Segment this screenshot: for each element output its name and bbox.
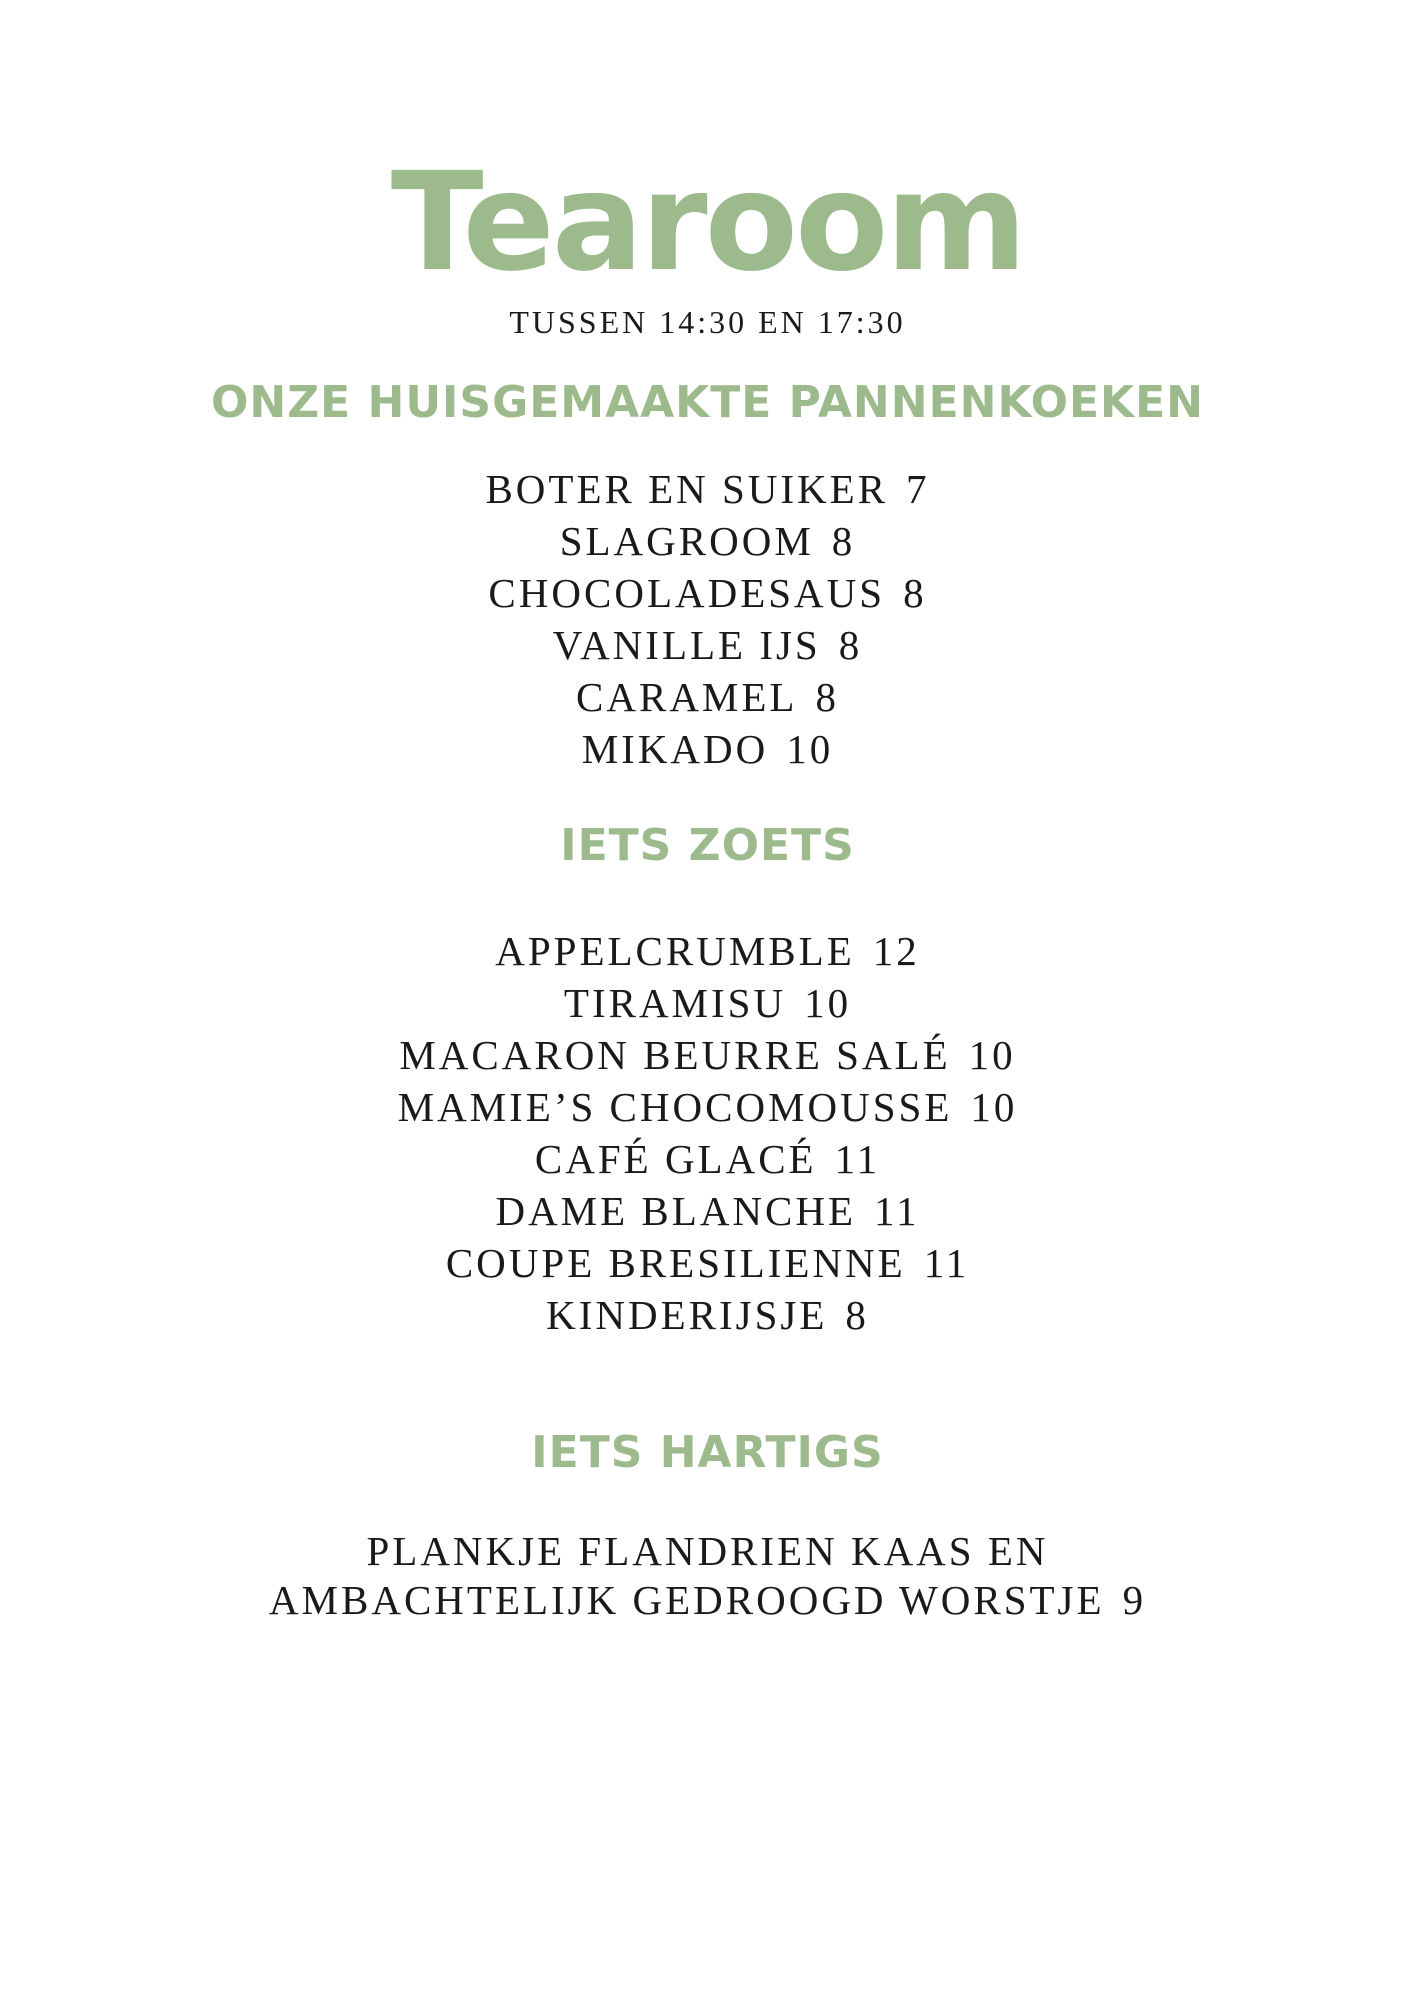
item-price: 11: [834, 1136, 881, 1182]
item-name: MIKADO: [581, 726, 769, 772]
menu-item: [0, 1185, 1415, 1237]
menu-item: [0, 1029, 1415, 1081]
menu-item: [0, 1237, 1415, 1289]
menu-item: [0, 925, 1415, 977]
item-name: MAMIE’S CHOCOMOUSSE: [397, 1084, 953, 1130]
section-heading-iets-zoets: IETS ZOETS: [560, 820, 855, 871]
item-name: APPELCRUMBLE: [495, 928, 855, 974]
item-price: 8: [845, 1292, 869, 1338]
menu-item: [0, 1081, 1415, 1133]
menu-item: [0, 567, 1415, 619]
item-name: CHOCOLADESAUS: [488, 570, 886, 616]
item-name: CAFÉ GLACÉ: [534, 1136, 817, 1182]
menu-item: [0, 1527, 1415, 1625]
menu-item: [0, 671, 1415, 723]
item-price: 11: [874, 1188, 920, 1234]
item-price: 8: [831, 518, 856, 564]
item-name: MACARON BEURRE SALÉ: [399, 1032, 951, 1078]
item-name: SLAGROOM: [559, 518, 814, 564]
item-price: 10: [786, 726, 834, 772]
item-price: 8: [815, 674, 839, 720]
menu-item: [0, 977, 1415, 1029]
section-heading-iets-hartigs: IETS HARTIGS: [531, 1427, 884, 1478]
page-title: Tearoom: [390, 144, 1025, 302]
item-name: DAME BLANCHE: [495, 1188, 857, 1234]
menu-item: [0, 723, 1415, 775]
item-name: VANILLE IJS: [552, 622, 821, 668]
menu-item: [0, 1133, 1415, 1185]
section-heading-pannenkoeken: ONZE HUISGEMAAKTE PANNENKOEKEN: [210, 377, 1204, 428]
item-price: 8: [838, 622, 863, 668]
item-price: 10: [970, 1084, 1018, 1130]
menu-item: [0, 619, 1415, 671]
item-name-line2: AMBACHTELIJK GEDROOGD WORSTJE: [268, 1577, 1105, 1623]
item-price: 10: [968, 1032, 1016, 1078]
item-price: 7: [906, 466, 930, 512]
item-price: 11: [923, 1240, 970, 1286]
item-price: 8: [903, 570, 927, 616]
item-price: 10: [804, 980, 852, 1026]
item-name-line1: PLANKJE FLANDRIEN KAAS EN: [366, 1528, 1049, 1574]
item-name: BOTER EN SUIKER: [485, 466, 889, 512]
opening-hours: TUSSEN 14:30 EN 17:30: [509, 304, 906, 340]
menu-item: [0, 1289, 1415, 1341]
item-name: COUPE BRESILIENNE: [445, 1240, 906, 1286]
item-name: TIRAMISU: [563, 980, 787, 1026]
item-price: 12: [872, 928, 920, 974]
item-price: 9: [1122, 1577, 1147, 1623]
iets-zoets-list: [0, 925, 1415, 1341]
pannenkoeken-list: [0, 463, 1415, 775]
menu-item: [0, 463, 1415, 515]
item-name: CARAMEL: [576, 674, 798, 720]
menu-item: [0, 515, 1415, 567]
item-name: KINDERIJSJE: [546, 1292, 828, 1338]
